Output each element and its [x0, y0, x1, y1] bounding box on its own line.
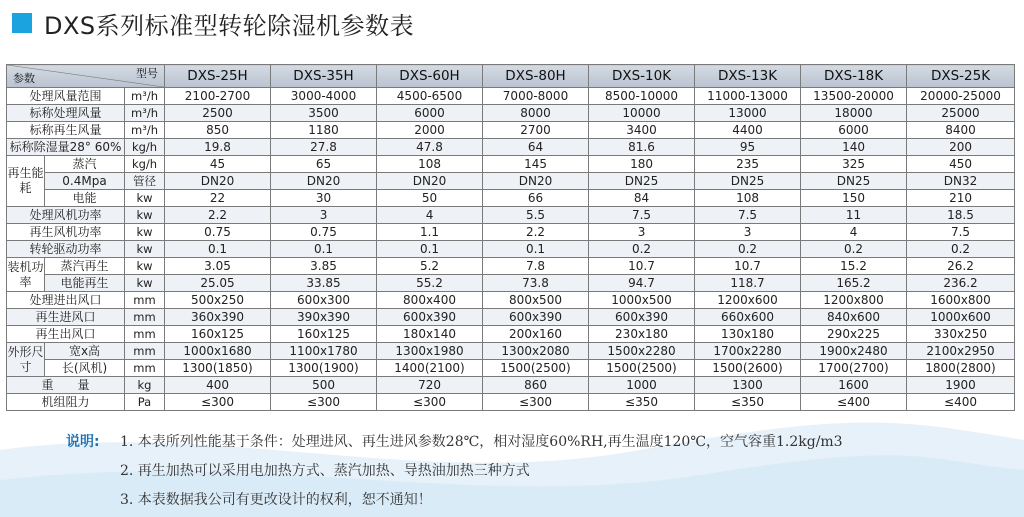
table-cell: 180x140 [377, 326, 483, 343]
table-cell: 0.1 [483, 241, 589, 258]
table-cell: 13500-20000 [801, 88, 907, 105]
model-header: DXS-25H [165, 65, 271, 88]
row-sub-label: 蒸汽再生 [45, 258, 125, 275]
table-cell: 73.8 [483, 275, 589, 292]
table-row [7, 241, 1015, 258]
row-unit: kw [125, 275, 165, 292]
table-cell: 1800(2800) [907, 360, 1015, 377]
table-cell: 800x400 [377, 292, 483, 309]
row-unit: mm [125, 360, 165, 377]
table-body [7, 88, 1015, 411]
table-cell: 0.75 [271, 224, 377, 241]
table-cell: 26.2 [907, 258, 1015, 275]
table-cell: 27.8 [271, 139, 377, 156]
row-label: 处理风量范围 [7, 88, 125, 105]
page-title: DXS系列标准型转轮除湿机参数表 [44, 11, 415, 40]
table-cell: 7000-8000 [483, 88, 589, 105]
table-cell: 390x390 [271, 309, 377, 326]
model-header: DXS-18K [801, 65, 907, 88]
model-header: DXS-60H [377, 65, 483, 88]
table-cell: 0.2 [589, 241, 695, 258]
table-cell: 3 [695, 224, 801, 241]
table-cell: 45 [165, 156, 271, 173]
table-cell: 600x390 [589, 309, 695, 326]
table-cell: ≤350 [695, 394, 801, 411]
table-cell: 7.5 [695, 207, 801, 224]
table-cell: 3 [589, 224, 695, 241]
table-cell: 1400(2100) [377, 360, 483, 377]
table-cell: 33.85 [271, 275, 377, 292]
table-cell: 3.85 [271, 258, 377, 275]
table-cell: 6000 [377, 105, 483, 122]
parameter-table [6, 64, 1015, 411]
table-row [7, 156, 1015, 173]
table-cell: 600x390 [377, 309, 483, 326]
table-cell: ≤400 [801, 394, 907, 411]
table-cell: 360x390 [165, 309, 271, 326]
table-cell: 500 [271, 377, 377, 394]
table-cell: 0.2 [695, 241, 801, 258]
table-cell: 3000-4000 [271, 88, 377, 105]
table-cell: 2.2 [165, 207, 271, 224]
table-cell: 850 [165, 122, 271, 139]
table-row [7, 105, 1015, 122]
table-cell: 860 [483, 377, 589, 394]
table-cell: DN25 [801, 173, 907, 190]
table-corner-cell [7, 65, 165, 88]
table-cell: ≤400 [907, 394, 1015, 411]
table-cell: 400 [165, 377, 271, 394]
row-label: 标称除湿量28° 60% [7, 139, 125, 156]
table-cell: 10000 [589, 105, 695, 122]
table-cell: 1500(2600) [695, 360, 801, 377]
table-cell: 1300(1850) [165, 360, 271, 377]
table-cell: 210 [907, 190, 1015, 207]
note-row [66, 428, 843, 457]
table-row [7, 292, 1015, 309]
corner-label-params: 参数 [13, 72, 35, 85]
table-cell: 30 [271, 190, 377, 207]
table-cell: 7.5 [589, 207, 695, 224]
row-label: 处理风机功率 [7, 207, 125, 224]
row-label: 处理进出风口 [7, 292, 125, 309]
table-cell: 108 [377, 156, 483, 173]
table-cell: 325 [801, 156, 907, 173]
table-row [7, 122, 1015, 139]
table-cell: 3 [271, 207, 377, 224]
table-cell: 1000x500 [589, 292, 695, 309]
table-cell: 3.05 [165, 258, 271, 275]
row-label: 标称处理风量 [7, 105, 125, 122]
table-cell: 81.6 [589, 139, 695, 156]
row-unit: mm [125, 343, 165, 360]
row-unit: mm [125, 292, 165, 309]
row-sub-label: 0.4Mpa [45, 173, 125, 190]
table-row [7, 360, 1015, 377]
table-cell: 180 [589, 156, 695, 173]
table-cell: 47.8 [377, 139, 483, 156]
table-row [7, 326, 1015, 343]
row-group-label: 再生能耗 [7, 156, 45, 207]
table-cell: 1700x2280 [695, 343, 801, 360]
table-cell: ≤300 [271, 394, 377, 411]
table-cell: 0.1 [377, 241, 483, 258]
table-row [7, 139, 1015, 156]
row-unit: kg/h [125, 139, 165, 156]
table-cell: 25.05 [165, 275, 271, 292]
table-cell: 1700(2700) [801, 360, 907, 377]
table-row [7, 173, 1015, 190]
model-header: DXS-35H [271, 65, 377, 88]
table-cell: 10.7 [695, 258, 801, 275]
table-cell: 500x250 [165, 292, 271, 309]
table-cell: 2100x2950 [907, 343, 1015, 360]
table-cell: ≤300 [165, 394, 271, 411]
table-cell: 130x180 [695, 326, 801, 343]
table-cell: 150 [801, 190, 907, 207]
table-cell: DN20 [483, 173, 589, 190]
corner-label-model: 型号 [136, 67, 159, 80]
row-label: 重 量 [7, 377, 125, 394]
table-cell: 6000 [801, 122, 907, 139]
table-cell: 450 [907, 156, 1015, 173]
table-cell: DN25 [695, 173, 801, 190]
header-row [7, 65, 1015, 88]
table-row [7, 258, 1015, 275]
table-cell: 1300 [695, 377, 801, 394]
table-cell: DN25 [589, 173, 695, 190]
row-sub-label: 宽x高 [45, 343, 125, 360]
table-cell: 0.1 [271, 241, 377, 258]
table-cell: 1300x1980 [377, 343, 483, 360]
table-row [7, 88, 1015, 105]
notes-section [66, 428, 843, 515]
table-row [7, 394, 1015, 411]
model-header: DXS-25K [907, 65, 1015, 88]
row-label: 再生风机功率 [7, 224, 125, 241]
table-cell: 118.7 [695, 275, 801, 292]
table-cell: 108 [695, 190, 801, 207]
model-header: DXS-80H [483, 65, 589, 88]
row-unit: kw [125, 258, 165, 275]
row-sub-label: 电能 [45, 190, 125, 207]
table-cell: 3500 [271, 105, 377, 122]
table-cell: 0.2 [801, 241, 907, 258]
table-cell: 1900 [907, 377, 1015, 394]
row-label: 机组阻力 [7, 394, 125, 411]
row-unit: kg [125, 377, 165, 394]
table-cell: 1200x600 [695, 292, 801, 309]
table-cell: 94.7 [589, 275, 695, 292]
note-item: 3. 本表数据我公司有更改设计的权利，恕不通知！ [120, 492, 432, 508]
table-cell: 19.8 [165, 139, 271, 156]
table-cell: 66 [483, 190, 589, 207]
table-cell: 200x160 [483, 326, 589, 343]
table-cell: 1600 [801, 377, 907, 394]
title-bar [12, 8, 414, 38]
table-cell: 2000 [377, 122, 483, 139]
table-cell: 50 [377, 190, 483, 207]
table-cell: 1.1 [377, 224, 483, 241]
table-row [7, 190, 1015, 207]
table-cell: 4 [801, 224, 907, 241]
table-cell: DN32 [907, 173, 1015, 190]
table-cell: 600x390 [483, 309, 589, 326]
table-cell: DN20 [377, 173, 483, 190]
table-cell: 800x500 [483, 292, 589, 309]
model-header: DXS-10K [589, 65, 695, 88]
row-label: 标称再生风量 [7, 122, 125, 139]
table-cell: 95 [695, 139, 801, 156]
table-cell: 1500x2280 [589, 343, 695, 360]
row-sub-label: 长(风机) [45, 360, 125, 377]
table-cell: 15.2 [801, 258, 907, 275]
table-cell: 0.75 [165, 224, 271, 241]
row-label: 再生出风口 [7, 326, 125, 343]
table-cell: 1300x2080 [483, 343, 589, 360]
table-cell: DN20 [271, 173, 377, 190]
row-unit: kw [125, 241, 165, 258]
row-sub-label: 蒸汽 [45, 156, 125, 173]
table-cell: 165.2 [801, 275, 907, 292]
row-unit: kw [125, 207, 165, 224]
table-cell: 8000 [483, 105, 589, 122]
table-cell: 1200x800 [801, 292, 907, 309]
table-cell: 1600x800 [907, 292, 1015, 309]
table-row [7, 224, 1015, 241]
table-row [7, 343, 1015, 360]
table-cell: 290x225 [801, 326, 907, 343]
row-unit: Pa [125, 394, 165, 411]
row-unit: m³/h [125, 88, 165, 105]
table-cell: 55.2 [377, 275, 483, 292]
table-cell: 1000 [589, 377, 695, 394]
table-cell: 84 [589, 190, 695, 207]
note-item: 1. 本表所列性能基于条件：处理进风、再生进风参数28℃，相对湿度60%RH,再生温度120℃，空气容重1.2kg/m3 [120, 434, 843, 450]
table-cell: 230x180 [589, 326, 695, 343]
notes-heading: 说明: [66, 434, 100, 450]
table-cell: 200 [907, 139, 1015, 156]
row-unit: m³/h [125, 122, 165, 139]
note-item: 2. 再生加热可以采用电加热方式、蒸汽加热、导热油加热三种方式 [120, 463, 530, 479]
table-cell: ≤300 [377, 394, 483, 411]
row-unit: kg/h [125, 156, 165, 173]
table-cell: 4500-6500 [377, 88, 483, 105]
row-label: 转轮驱动功率 [7, 241, 125, 258]
table-cell: 600x300 [271, 292, 377, 309]
row-unit: mm [125, 326, 165, 343]
table-cell: DN20 [165, 173, 271, 190]
table-cell: 64 [483, 139, 589, 156]
row-unit: mm [125, 309, 165, 326]
table-cell: 20000-25000 [907, 88, 1015, 105]
table-cell: 7.8 [483, 258, 589, 275]
row-unit: 管径 [125, 173, 165, 190]
table-cell: 0.2 [907, 241, 1015, 258]
table-cell: 10.7 [589, 258, 695, 275]
table-cell: 3400 [589, 122, 695, 139]
row-group-label: 外形尺寸 [7, 343, 45, 377]
table-cell: 160x125 [165, 326, 271, 343]
table-row [7, 377, 1015, 394]
table-row [7, 207, 1015, 224]
table-cell: 4 [377, 207, 483, 224]
table-cell: 660x600 [695, 309, 801, 326]
table-cell: 236.2 [907, 275, 1015, 292]
note-row [66, 486, 843, 515]
table-cell: 2700 [483, 122, 589, 139]
table-cell: 160x125 [271, 326, 377, 343]
table-cell: 7.5 [907, 224, 1015, 241]
table-cell: 235 [695, 156, 801, 173]
table-cell: 1180 [271, 122, 377, 139]
table-cell: 1000x1680 [165, 343, 271, 360]
table-cell: 840x600 [801, 309, 907, 326]
table-cell: 1100x1780 [271, 343, 377, 360]
table-cell: ≤300 [483, 394, 589, 411]
row-label: 再生进风口 [7, 309, 125, 326]
row-sub-label: 电能再生 [45, 275, 125, 292]
table-cell: 18000 [801, 105, 907, 122]
table-cell: 2100-2700 [165, 88, 271, 105]
model-header: DXS-13K [695, 65, 801, 88]
table-cell: 330x250 [907, 326, 1015, 343]
row-unit: m³/h [125, 105, 165, 122]
table-cell: 720 [377, 377, 483, 394]
row-unit: kw [125, 190, 165, 207]
table-cell: 4400 [695, 122, 801, 139]
table-cell: 25000 [907, 105, 1015, 122]
table-cell: 65 [271, 156, 377, 173]
table-cell: 11 [801, 207, 907, 224]
table-cell: 2500 [165, 105, 271, 122]
table-row [7, 309, 1015, 326]
table-cell: 1300(1900) [271, 360, 377, 377]
table-cell: 1500(2500) [483, 360, 589, 377]
table-cell: 5.5 [483, 207, 589, 224]
table-cell: 0.1 [165, 241, 271, 258]
table-cell: 13000 [695, 105, 801, 122]
table-cell: 18.5 [907, 207, 1015, 224]
note-row [66, 457, 843, 486]
table-cell: 1500(2500) [589, 360, 695, 377]
table-cell: 5.2 [377, 258, 483, 275]
table-cell: 11000-13000 [695, 88, 801, 105]
table-cell: 22 [165, 190, 271, 207]
row-unit: kw [125, 224, 165, 241]
table-cell: 1000x600 [907, 309, 1015, 326]
table-row [7, 275, 1015, 292]
row-group-label: 装机功率 [7, 258, 45, 292]
table-cell: 8500-10000 [589, 88, 695, 105]
table-cell: 1900x2480 [801, 343, 907, 360]
table-cell: 8400 [907, 122, 1015, 139]
table-cell: 140 [801, 139, 907, 156]
table-cell: 2.2 [483, 224, 589, 241]
table-cell: ≤350 [589, 394, 695, 411]
title-accent-square [12, 13, 32, 33]
table-cell: 145 [483, 156, 589, 173]
